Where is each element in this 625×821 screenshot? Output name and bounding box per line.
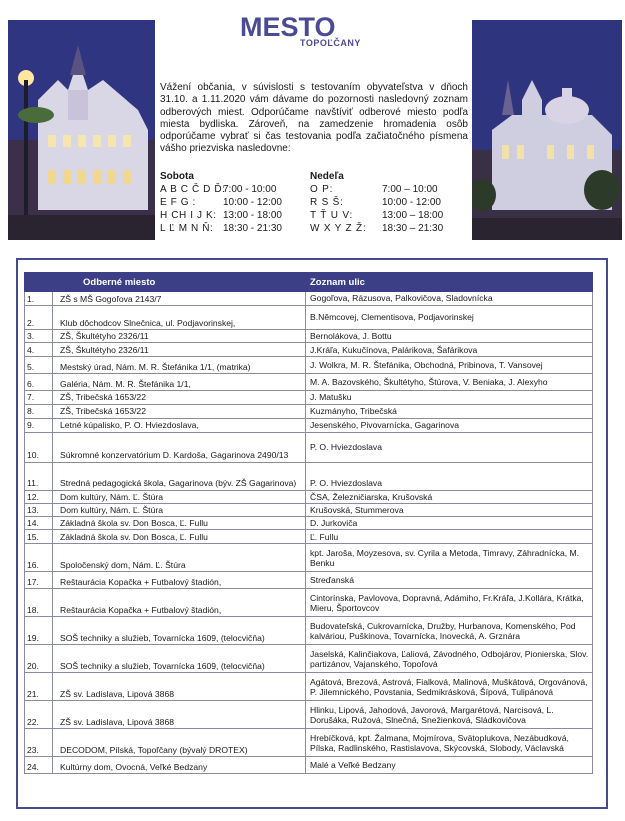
table-row [25, 617, 593, 645]
row-number: 4. [25, 343, 53, 357]
street-list: Gogoľova, Rázusova, Palkovičova, Sladovnícka [306, 292, 593, 306]
column-header-site: Odberné miesto [53, 273, 306, 292]
row-number: 15. [25, 530, 53, 544]
table-row [25, 292, 593, 306]
site-name: SOŠ techniky a služieb, Tovarnícka 1609, (telocvičňa) [53, 617, 306, 645]
site-name: DECODOM, Pílská, Topoľčany (bývalý DROTEX) [53, 729, 306, 757]
street-list: ČSA, Železničiarska, Krušovská [306, 490, 593, 503]
table-row [25, 503, 593, 516]
street-list: Budovateľská, Cukrovarnícka, Družby, Hurbanova, Komenského, Pod kalváriou, Puškinova, Tovarnícka, Inovecká, A. Grznára [306, 617, 593, 645]
street-list: Krušovská, Stummerova [306, 503, 593, 516]
table-row [25, 418, 593, 432]
table-row [25, 701, 593, 729]
row-number: 19. [25, 617, 53, 645]
street-list: Ľ. Fullu [306, 530, 593, 544]
site-name: Klub dôchodcov Slnečnica, ul. Podjavorinskej, [53, 306, 306, 330]
row-number: 23. [25, 729, 53, 757]
row-number: 12. [25, 490, 53, 503]
row-number: 14. [25, 517, 53, 530]
testing-sites-table [24, 272, 593, 774]
site-name: Stredná pedagogická škola, Gagarinova (býv. ZŠ Gagarinova) [53, 462, 306, 490]
row-number: 24. [25, 757, 53, 774]
table-header-row [25, 273, 593, 292]
schedule-saturday-title: Sobota [160, 171, 194, 182]
site-name: SOŠ techniky a služieb, Tovarnícka 1609, (telocvičňa) [53, 645, 306, 673]
street-list: Jaselská, Kalinčiakova, Ľaliová, Závodného, Odbojárov, Pionierska, Slov. partizánov, Vajanského, Topoľová [306, 645, 593, 673]
row-number: 18. [25, 589, 53, 617]
site-name: Spoločenský dom, Nám. Ľ. Štúra [53, 544, 306, 572]
row-number: 13. [25, 503, 53, 516]
street-list: Cintorínska, Pavlovova, Dopravná, Adámiho, Fr.Kráľa, J.Kollára, Krátka, Mieru, Športovcov [306, 589, 593, 617]
schedule-row: E F G : 10:00 - 12:00 [160, 197, 282, 208]
row-number: 3. [25, 330, 53, 343]
schedule-sunday-title: Nedeľa [310, 171, 344, 182]
site-name: Mestský úrad, Nám. M. R. Štefánika 1/1, (matrika) [53, 357, 306, 374]
table-row [25, 673, 593, 701]
table-row [25, 306, 593, 330]
site-name: ZŠ, Škultétyho 2326/11 [53, 330, 306, 343]
site-name: Základná škola sv. Don Bosca, Ľ. Fullu [53, 517, 306, 530]
street-list: Streďanská [306, 572, 593, 589]
row-number: 10. [25, 432, 53, 462]
table-row [25, 572, 593, 589]
site-name: ZŠ, Škultétyho 2326/11 [53, 343, 306, 357]
table-row [25, 530, 593, 544]
schedule-row: R S Š: 10:00 - 12:00 [310, 197, 441, 208]
schedule-row: W X Y Z Ž: 18:30 – 21:30 [310, 223, 444, 234]
site-name: ZŠ s MŠ Gogoľova 2143/7 [53, 292, 306, 306]
city-logo [240, 12, 390, 52]
street-list: kpt. Jaroša, Moyzesova, sv. Cyrila a Metoda, Timravy, Záhradnícka, M. Benku [306, 544, 593, 572]
site-name: Dom kultúry, Nám. Ľ. Štúra [53, 490, 306, 503]
column-header-number [25, 273, 53, 292]
row-number: 6. [25, 374, 53, 391]
street-list: Bernolákova, J. Bottu [306, 330, 593, 343]
row-number: 8. [25, 404, 53, 418]
column-header-streets: Zoznam ulic [306, 273, 593, 292]
street-list: P. O. Hviezdoslava [306, 462, 593, 490]
table-row [25, 729, 593, 757]
street-list: Hrebíčková, kpt. Žalmana, Mojmírova, Svätoplukova, Nezábudková, Pílska, Radlinského, Rastislavova, Skýcovská, Slobody, Václavská [306, 729, 593, 757]
schedule-row: A B C Č D Ď: 7:00 - 10:00 [160, 184, 277, 195]
street-list: Hlinku, Lipová, Jahodová, Javorová, Margarétová, Narcisová, L. Dorušáka, Ružová, Slnečná, Snežienková, Sládkovičova [306, 701, 593, 729]
street-list: Kuzmányho, Tribečská [306, 404, 593, 418]
schedule-sunday [310, 170, 470, 235]
row-number: 9. [25, 418, 53, 432]
schedule-row: O P: 7:00 – 10:00 [310, 184, 438, 195]
street-list: J. Matušku [306, 391, 593, 404]
row-number: 7. [25, 391, 53, 404]
row-number: 21. [25, 673, 53, 701]
table-row [25, 645, 593, 673]
table-row [25, 589, 593, 617]
street-list: P. O. Hviezdoslava [306, 432, 593, 462]
site-name: Galéria, Nám. M. R. Štefánika 1/1, [53, 374, 306, 391]
schedule-row: L Ľ M N Ň: 18:30 - 21:30 [160, 223, 282, 234]
table-row [25, 374, 593, 391]
church-photo [472, 20, 622, 240]
table-row [25, 343, 593, 357]
table-row [25, 490, 593, 503]
logo-city-text: TOPOĽČANY [300, 38, 361, 48]
row-number: 17. [25, 572, 53, 589]
row-number: 5. [25, 357, 53, 374]
street-list: J. Wolkra, M. R. Štefánika, Obchodná, Pribinova, T. Vansovej [306, 357, 593, 374]
table-row [25, 404, 593, 418]
site-name: Základná škola sv. Don Bosca, Ľ. Fullu [53, 530, 306, 544]
table-row [25, 517, 593, 530]
town-hall-photo [8, 20, 155, 240]
town-hall-illustration [8, 20, 155, 240]
schedule-row: H CH I J K: 13:00 - 18:00 [160, 210, 282, 221]
site-name: ZŠ sv. Ladislava, Lipová 3868 [53, 701, 306, 729]
site-name: Letné kúpalisko, P. O. Hviezdoslava, [53, 418, 306, 432]
street-list: Agátová, Brezová, Astrová, Fialková, Malinová, Muškátová, Orgovánová, P. Jilemnického, Povstania, Sedmikrásková, Šípová, Tulipánová [306, 673, 593, 701]
table-row [25, 391, 593, 404]
table-row [25, 432, 593, 462]
street-list: Malé a Veľké Bedzany [306, 757, 593, 774]
row-number: 11. [25, 462, 53, 490]
schedule-saturday [160, 170, 310, 235]
church-illustration [472, 20, 622, 240]
street-list: D. Jurkoviča [306, 517, 593, 530]
row-number: 1. [25, 292, 53, 306]
site-name: ZŠ sv. Ladislava, Lipová 3868 [53, 673, 306, 701]
schedule-row: T Ť U V: 13:00 – 18:00 [310, 210, 444, 221]
site-name: Reštaurácia Kopačka + Futbalový štadión, [53, 589, 306, 617]
site-name: Reštaurácia Kopačka + Futbalový štadión, [53, 572, 306, 589]
row-number: 16. [25, 544, 53, 572]
intro-paragraph: Vážení občania, v súvislosti s testovaním obyvateľstva v dňoch 31.10. a 1.11.2020 vám dávame do pozornosti nasledovný zoznam odberových miest. Odporúčame navštíviť odberové miesto podľa miesta bydliska. Zároveň, na zamedzenie hromadenia osôb odporúčame vybrať si čas testovania podľa začiatočného písmena vášho priezviska nasledovne: [160, 82, 468, 155]
street-list: J.Kráľa, Kukučínova, Palárikova, Šafárikova [306, 343, 593, 357]
table-row [25, 330, 593, 343]
site-name: ZŠ, Tribečská 1653/22 [53, 391, 306, 404]
site-name: Dom kultúry, Nám. Ľ. Štúra [53, 503, 306, 516]
site-name: Súkromné konzervatórium D. Kardoša, Gagarinova 2490/13 [53, 432, 306, 462]
row-number: 22. [25, 701, 53, 729]
table-row [25, 462, 593, 490]
street-list: Jesenského, Pivovarnícka, Gagarinova [306, 418, 593, 432]
site-name: ZŠ, Tribečská 1653/22 [53, 404, 306, 418]
street-list: B.Němcovej, Clementisova, Podjavorinskej [306, 306, 593, 330]
table-row [25, 357, 593, 374]
row-number: 20. [25, 645, 53, 673]
street-list: M. A. Bazovského, Škultétyho, Štúrova, V. Beniaka, J. Alexyho [306, 374, 593, 391]
row-number: 2. [25, 306, 53, 330]
page-header [0, 0, 625, 248]
table-row [25, 757, 593, 774]
logo-mesto-text: MESTO [240, 12, 336, 42]
site-name: Kultúrny dom, Ovocná, Veľké Bedzany [53, 757, 306, 774]
table-row [25, 544, 593, 572]
